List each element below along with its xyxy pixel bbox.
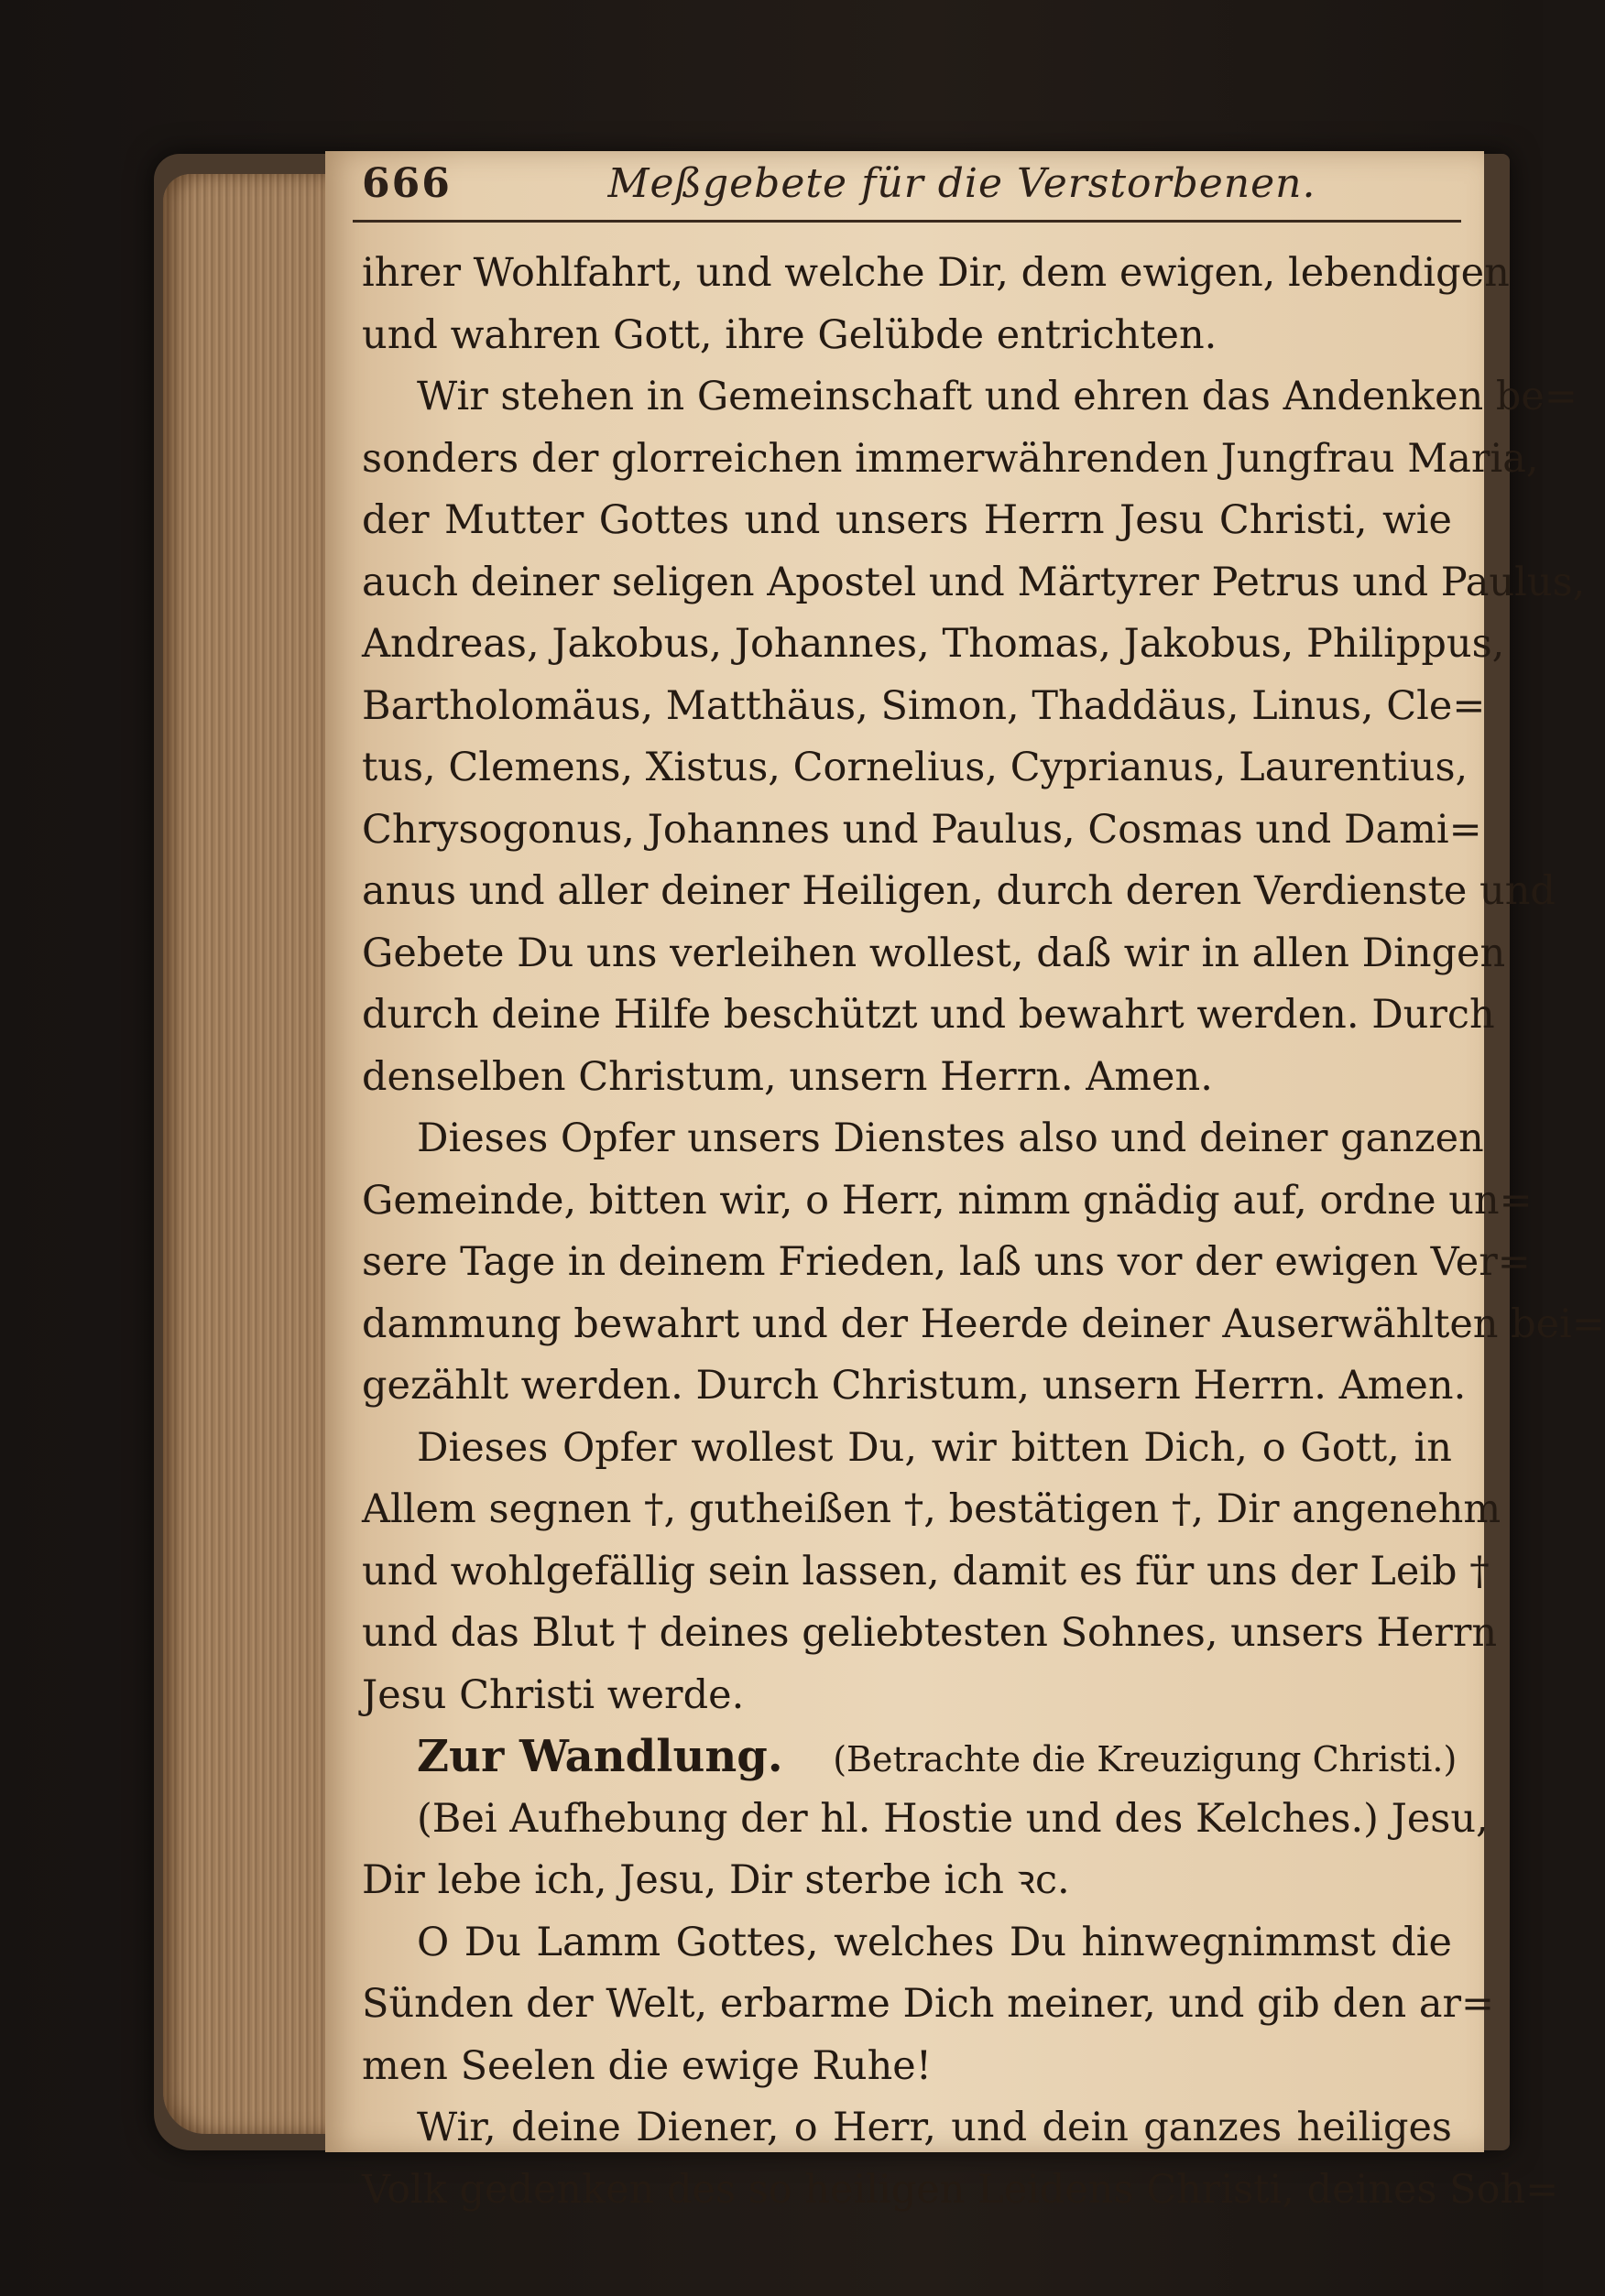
text-line: Jesu Christi werde. <box>362 1671 745 1718</box>
text-line: Gemeinde, bitten wir, o Herr, nimm gnädig auf, ordne un= <box>362 1177 1533 1224</box>
text-line: Dieses Opfer wollest Du, wir bitten Dich, o Gott, in <box>417 1424 1452 1471</box>
header-rule <box>353 220 1461 223</box>
page-number: 666 <box>362 160 452 207</box>
text-line: Bartholomäus, Matthäus, Simon, Thaddäus, Linus, Cle= <box>362 682 1486 729</box>
text-line: anus und aller deiner Heiligen, durch deren Verdienste und <box>362 868 1556 914</box>
text-line: Wir stehen in Gemeinschaft und ehren das Andenken be= <box>417 374 1578 419</box>
text-line: ihrer Wohlfahrt, und welche Dir, dem ewigen, lebendigen <box>362 250 1510 296</box>
text-line: der Mutter Gottes und unsers Herrn Jesu Christi, wie <box>362 497 1452 543</box>
text-line: O Du Lamm Gottes, welches Du hinwegnimmst die <box>417 1919 1452 1965</box>
text-line: Sünden der Welt, erbarme Dich meiner, und gib den ar= <box>362 1981 1495 2027</box>
text-line: und wahren Gott, ihre Gelübde entrichten. <box>362 311 1217 358</box>
text-line: tus, Clemens, Xistus, Cornelius, Cyprianus, Laurentius, <box>362 745 1469 790</box>
book-page <box>325 151 1605 2213</box>
text-line: Volk gedenken des so heiligen Leidens Christi, deines Soh= <box>362 2166 1559 2213</box>
text-line: durch deine Hilfe beschützt und bewahrt werden. Durch <box>362 992 1495 1038</box>
text-line: Andreas, Jakobus, Johannes, Thomas, Jakobus, Philippus, <box>362 621 1505 667</box>
text-line: Chrysogonus, Johannes und Paulus, Cosmas und Dami= <box>362 806 1482 853</box>
text-line: und wohlgefällig sein lassen, damit es für uns der Leib † <box>362 1548 1490 1594</box>
text-line: sonders der glorreichen immerwährenden Jungfrau Maria, <box>362 435 1539 482</box>
body-text <box>362 243 1605 2221</box>
text-line: denselben Christum, unsern Herrn. Amen. <box>362 1053 1213 1100</box>
text-line: auch deiner seligen Apostel und Märtyrer Petrus und Paulus, <box>362 559 1586 605</box>
text-line: Dieses Opfer unsers Dienstes also und deiner ganzen <box>417 1115 1484 1161</box>
page-edges <box>163 174 328 2134</box>
running-head: Meßgebete für die Verstorbenen. <box>607 160 1316 207</box>
text-line: Dir lebe ich, Jesu, Dir sterbe ich ꝛc. <box>362 1857 1070 1903</box>
section-heading-line <box>362 1726 1458 1789</box>
text-line: (Bei Aufhebung der hl. Hostie und des Kelches.) Jesu, <box>417 1795 1489 1842</box>
page-header <box>362 160 1443 215</box>
text-line: sere Tage in deinem Frieden, laß uns vor der ewigen Ver= <box>362 1239 1531 1285</box>
text-line: dammung bewahrt und der Heerde deiner Auserwählten bei= <box>362 1300 1605 1347</box>
text-line: Wir, deine Diener, o Herr, und dein ganzes heiliges <box>417 2105 1452 2150</box>
text-line: und das Blut † deines geliebtesten Sohnes, unsers Herrn <box>362 1610 1498 1656</box>
section-note: (Betrachte die Kreuzigung Christi.) <box>833 1739 1458 1779</box>
section-heading: Zur Wandlung. <box>417 1731 783 1782</box>
text-line: Gebete Du uns verleihen wollest, daß wir in allen Dingen <box>362 930 1506 976</box>
text-line: men Seelen die ewige Ruhe! <box>362 2042 933 2089</box>
text-line: Allem segnen †, gutheißen †, bestätigen †, Dir angenehm <box>362 1486 1501 1532</box>
text-line: gezählt werden. Durch Christum, unsern Herrn. Amen. <box>362 1363 1467 1409</box>
